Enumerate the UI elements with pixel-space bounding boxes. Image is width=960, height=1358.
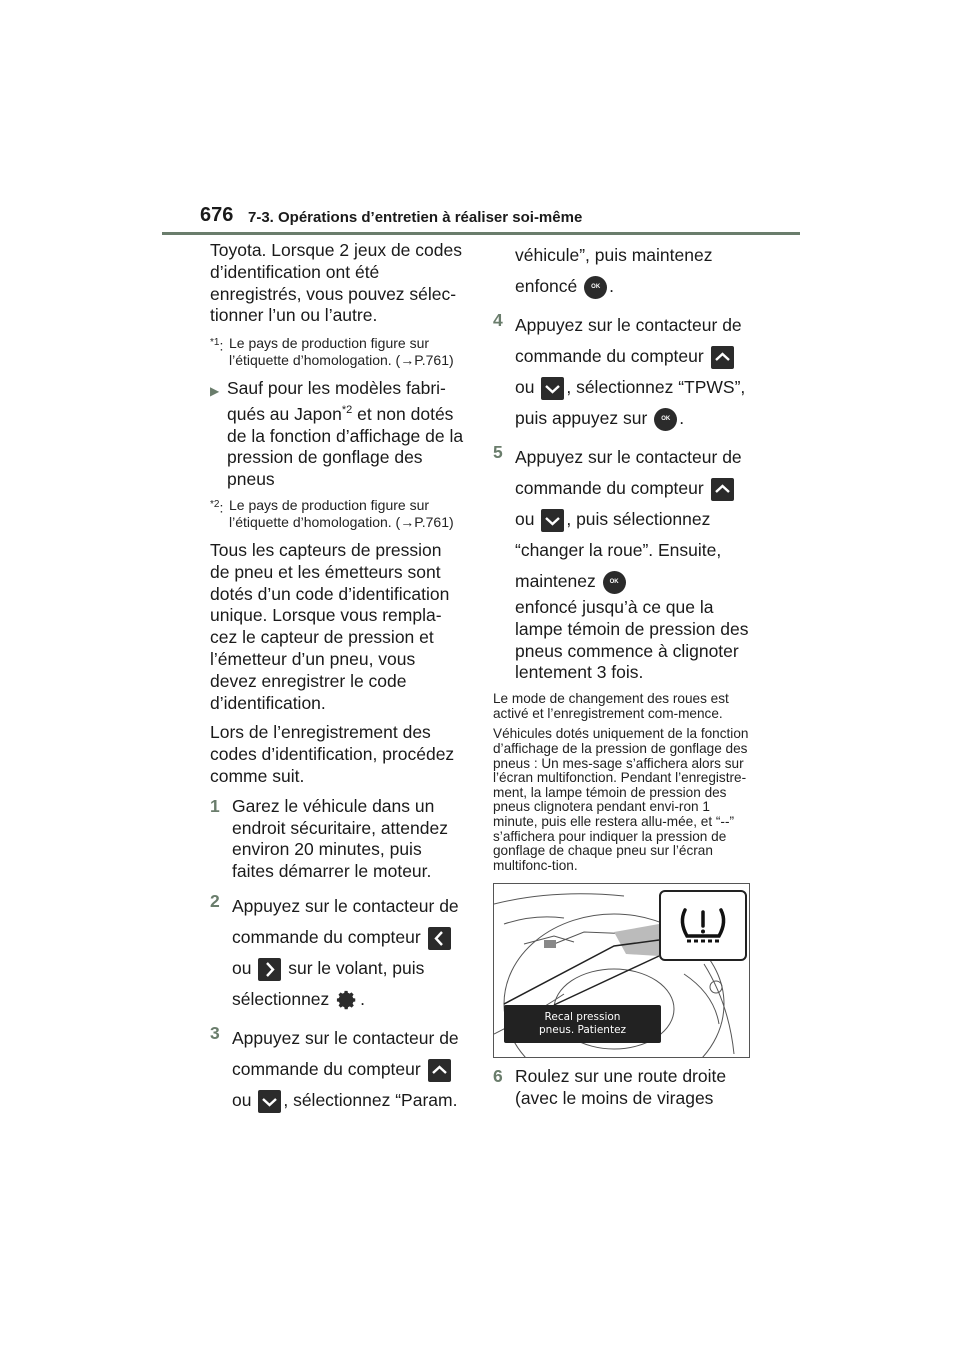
step-number: 5	[493, 442, 503, 462]
note-paragraph: Véhicules dotés uniquement de la fonction d’affichage de la pression de gonflage des pneus : Un mes-sage s’affichera alors sur l’écran multifonction. Pendant l’enregistre-ment, la lampe témoin de pression des pneus clignotera pendant envi-ron 1 minute, puis elle restera allu-mée, et “--” s’affichera pour indiquer la pression de gonflage de chaque pneu sur l’écran multifonc-tion.	[493, 726, 749, 873]
step-5: 5 Appuyez sur le contacteur de commande du compteur ou , puis sélectionnez “changer la roue”. Ensuite, maintenez OK enfoncé jusqu’à ce que la lampe témoin de pression des pneus commence à clignoter lentement 3 fois.	[493, 442, 749, 683]
footnote-mark: $^{*2}$:	[210, 499, 224, 516]
step-3: 3 Appuyez sur le contacteur de commande du compteur ou , sélectionnez “Param.	[210, 1023, 465, 1116]
section-title: 7-3. Opérations d’entretien à réaliser soi-même	[248, 209, 583, 226]
chevron-up-icon	[711, 478, 734, 501]
page-header	[200, 204, 800, 234]
multi-information-display: Recal pression pneus. Patientez	[504, 1005, 661, 1043]
step-number: 1	[210, 795, 220, 816]
chevron-left-icon	[428, 927, 451, 950]
tire-pressure-warning-icon	[659, 890, 747, 961]
header-rule	[162, 232, 800, 235]
page-number: 676	[200, 204, 234, 226]
footnote-1	[210, 335, 465, 368]
paragraph: Tous les capteurs de pression de pneu et les émetteurs sont dotés d’un code d’identification unique. Lorsque vous rempla-cez le capteur de pression et l’émetteur d’un pneu, vous devez enregistrer le code d’identification.	[210, 540, 450, 713]
step-number: 4	[493, 310, 503, 330]
chevron-up-icon	[428, 1059, 451, 1082]
step-4: 4 Appuyez sur le contacteur de commande du compteur ou , sélectionnez “TPWS”, puis appuyez sur OK .	[493, 310, 753, 434]
footnote-text: Le pays de production figure sur l’étiquette d’homologation. (→P.761)	[229, 335, 454, 368]
footnote-2	[210, 497, 465, 530]
step-1	[210, 796, 465, 883]
right-column	[493, 240, 753, 1118]
step-3-continued: véhicule”, puis maintenez enfoncé OK .	[493, 240, 753, 302]
step-2: 2 Appuyez sur le contacteur de commande du compteur ou sur le volant, puis sélectionnez .	[210, 891, 465, 1015]
note-paragraph: Le mode de changement des roues est activé et l’enregistrement com-mence.	[493, 691, 729, 721]
intro-paragraph: Toyota. Lorsque 2 jeux de codes d’identification ont été enregistrés, vous pouvez sélec-tionner l’un ou l’autre.	[210, 240, 462, 326]
bullet-item	[210, 378, 465, 491]
gear-icon	[336, 989, 358, 1011]
step-6	[493, 1066, 753, 1110]
left-column	[210, 240, 465, 1124]
dashboard-illustration	[493, 883, 750, 1058]
chevron-up-icon	[711, 346, 734, 369]
footnote-mark: $^{*1}$:	[210, 337, 224, 354]
footnote-text: Le pays de production figure sur l’étiquette d’homologation. (→P.761)	[229, 497, 454, 530]
chevron-down-icon	[541, 377, 564, 400]
step-number: 3	[210, 1022, 220, 1043]
step-number: 6	[493, 1066, 503, 1087]
chevron-right-icon	[258, 958, 281, 981]
step-number: 2	[210, 890, 220, 911]
ok-button-icon: OK	[654, 408, 677, 431]
chevron-down-icon	[258, 1090, 281, 1113]
bullet-text: Sauf pour les modèles fabri-qués au Japon$^{*2}$ et non dotés de la fonction d’affichage de la pression de gonflage des pneus	[227, 378, 464, 490]
chevron-down-icon	[541, 509, 564, 532]
step-text: Garez le véhicule dans un endroit sécuritaire, attendez environ 20 minutes, puis faites démarrer le moteur.	[232, 795, 448, 882]
ok-button-icon: OK	[584, 276, 607, 299]
triangle-bullet-icon: ▶	[210, 384, 220, 399]
step-text: Roulez sur une route droite (avec le moins de virages	[515, 1066, 727, 1109]
ok-button-icon: OK	[603, 571, 626, 594]
paragraph: Lors de l’enregistrement des codes d’identification, procédez comme suit.	[210, 722, 455, 786]
